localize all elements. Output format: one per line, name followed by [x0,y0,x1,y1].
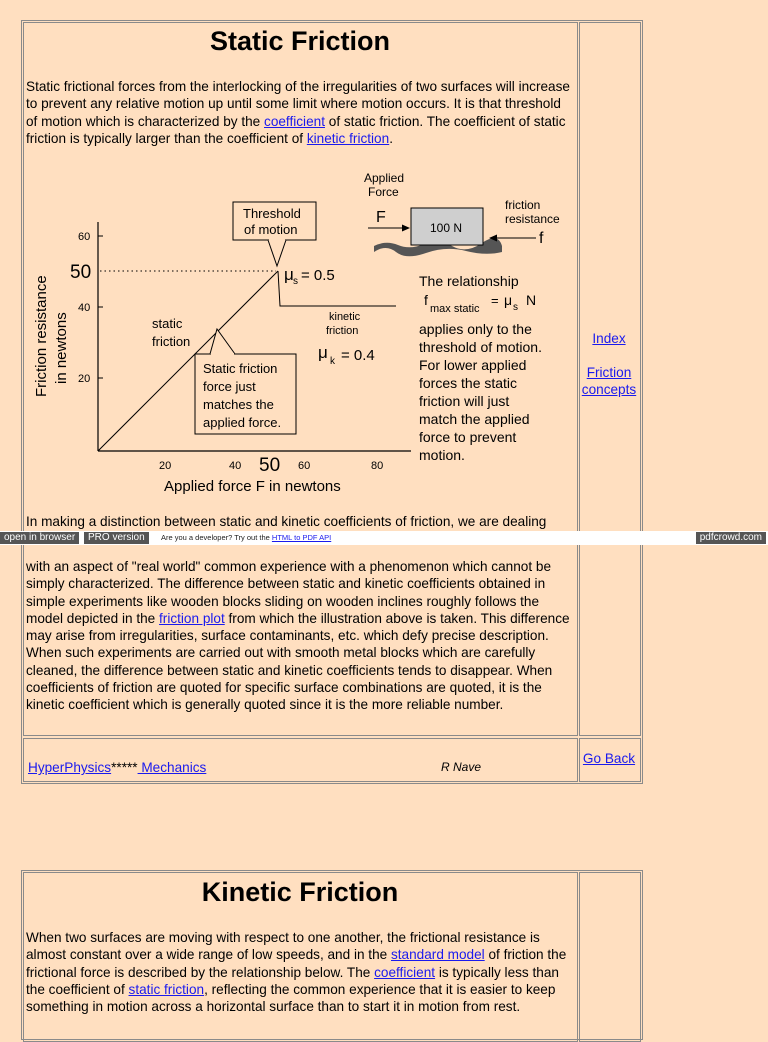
y-tick-60: 60 [78,231,91,243]
mu-s-value: = 0.5 [301,267,335,284]
x-tick-50: 50 [259,455,281,476]
friction-plot-link[interactable]: friction plot [159,610,225,626]
rel-line-9: force to prevent [419,429,517,445]
x-tick-60: 60 [298,460,311,472]
rel-line-5: For lower applied [419,357,527,373]
box-text-4: applied force. [203,415,282,430]
mu-s-symbol: μ [284,265,294,284]
fmax-mu-sub: s [513,302,518,313]
F-label: F [376,209,386,226]
y-axis-label-2: in newtons [53,312,70,384]
box-text-1: Static friction [203,361,278,376]
threshold-text-1: Threshold [243,206,301,221]
mechanics-link[interactable]: Mechanics [137,760,207,775]
y-tick-40: 40 [78,302,91,314]
block-label: 100 N [430,221,463,235]
x-axis-label: Applied force F in newtons [164,478,341,495]
pro-version-button[interactable]: PRO version [84,532,149,544]
dev-text-label: Are you a developer? Try out the [161,533,272,542]
fmax-eq: = [491,293,499,308]
page-title-kinetic: Kinetic Friction [201,877,399,907]
y-tick-50: 50 [70,262,92,283]
force-label: Force [368,185,399,199]
fmax-f: f [424,292,428,308]
mu-s-subscript: s [293,276,298,287]
static-label-2: friction [152,334,191,349]
mu-k-subscript: k [330,356,335,367]
intro-text-c: . [389,130,393,146]
rel-line-4: threshold of motion. [419,339,542,355]
footer-stars: ***** [111,760,138,775]
fmax-mu: μ [504,292,513,308]
kinetic-paragraph [26,929,574,1015]
mu-k-value: = 0.4 [341,347,375,364]
applied-label: Applied [364,171,405,185]
pdfcrowd-site-button[interactable]: pdfcrowd.com [696,532,766,544]
coefficient-link[interactable]: coefficient [264,113,325,129]
dev-text [161,531,331,545]
para2-text-a: with an aspect of "real world" common experience with a phenomenon which cannot be simply characterized. The difference between static and kinetic coefficients obtained in simple experiments like wooden blocks sliding on wooden inclines roughly follows the model depicted in the [26,559,551,626]
kinetic-text-d: , reflecting the common experience that it is easier to keep something in motion across a horizontal surface than to start it in motion from rest. [26,981,556,1015]
kinetic-side-cell [579,872,641,1042]
kinetic-text-a: When two surfaces are moving with respect to one another, the frictional resistance is almost constant over a wide range of low speeds, and in the [26,930,540,963]
x-tick-80: 80 [371,460,384,472]
static-label-1: static [152,316,183,331]
rel-line-7: friction will just [419,393,510,409]
intro-text-b: of static friction. The coefficient of static friction is typically larger than the coefficient of [26,113,566,146]
kinetic-label-1: kinetic [329,311,361,323]
kinetic-coefficient-link[interactable]: coefficient [374,964,436,980]
html-to-pdf-link[interactable]: HTML to PDF API [271,533,332,542]
kinetic-text-c: is typically less than the coefficient of [26,964,559,997]
open-in-browser-button[interactable]: open in browser [0,532,79,544]
rel-line-8: match the applied [419,411,530,427]
x-tick-40: 40 [229,460,242,472]
index-link[interactable]: Index [592,331,626,346]
intro-text-a: Static frictional forces from the interlocking of the irregularities of two surfaces will increase to prevent any relative motion up until some limit where motion occurs. It is that threshold of motion which is characterized by the [26,79,570,129]
y-tick-20: 20 [78,373,91,385]
y-axis-label-1: Friction resistance [33,275,50,397]
rel-line-6: forces the static [419,375,518,391]
standard-model-link[interactable]: standard model [390,947,485,963]
footer-side [579,750,639,767]
fmax-sub: max static [430,303,480,315]
x-tick-20: 20 [159,460,172,472]
static-para2 [26,558,574,714]
threshold-text-2: of motion [244,222,298,237]
friction-res-1: friction [505,198,541,212]
kinetic-text-b: of friction the frictional force is described by the relationship below. The [26,947,567,980]
rel-line-1: The relationship [419,273,519,289]
box-text-2: force just [203,379,256,394]
rel-line-10: motion. [419,447,465,463]
rel-line-3: applies only to the [419,321,532,337]
footer-author: R Nave [441,760,482,774]
static-intro-paragraph [26,78,574,147]
friction-concepts-link[interactable]: Friction concepts [581,365,637,397]
pdfcrowd-bar [0,531,768,545]
sidebar [579,330,639,398]
mu-k-symbol: μ [318,343,328,362]
static-para2-top: In making a distinction between static and kinetic coefficients of friction, we are dealing [26,514,547,529]
go-back-link[interactable]: Go Back [582,751,636,766]
static-friction-link[interactable]: static friction [128,981,205,997]
para2-text-b: from which the illustration above is taken. This difference may arise from irregularities, surface contaminants, etc. which defy precise description. When such experiments are carried out with smooth metal blocks which are carefully cleaned, the difference between static and kinetic coefficients tends to disappear. When coefficients of friction are quoted for specific surface combinations are quoted, it is the kinetic coefficient which is generally quoted since it is the more reliable number. [26,610,570,713]
kinetic-friction-link[interactable]: kinetic friction [306,130,390,146]
kinetic-label-2: friction [326,325,359,337]
box-text-3: matches the [203,397,274,412]
f-label: f [539,230,544,247]
hyperphysics-link[interactable]: HyperPhysics [28,760,112,775]
page-title-static: Static Friction [209,26,391,56]
footer [28,759,206,776]
friction-diagram [26,162,574,500]
friction-res-2: resistance [505,212,560,226]
fmax-N: N [526,292,537,308]
